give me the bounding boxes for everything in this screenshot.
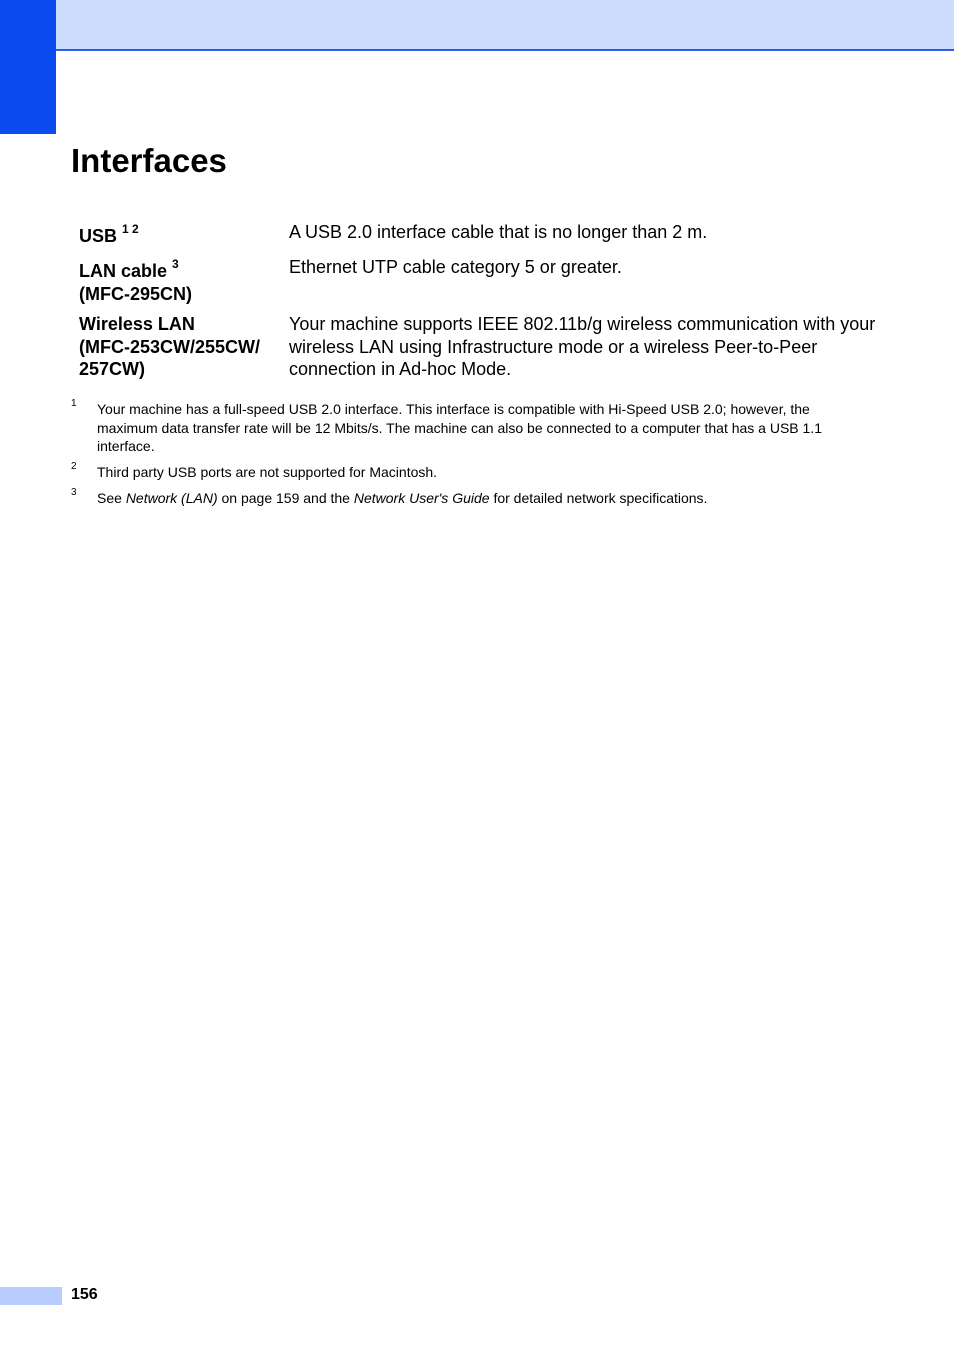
footnote-number: 2 [71, 461, 77, 472]
spec-label-wireless-lan: Wireless LAN (MFC-253CW/255CW/ 257CW) [79, 314, 261, 379]
spec-label-model: (MFC-295CN) [79, 283, 193, 304]
chapter-side-tab [0, 0, 56, 134]
footnote-ref: 3 [172, 257, 179, 271]
spec-label-lan-cable: LAN cable $^3$ (MFC-295CN) [79, 260, 284, 305]
footnote-2 [71, 463, 871, 483]
spec-row-usb [79, 221, 879, 251]
spec-label-usb: USB $^{1 2}$ [79, 222, 139, 246]
footnote-1 [71, 400, 871, 456]
network-users-guide-reference: Network User's Guide [353, 490, 490, 506]
footnote-text: Your machine has a full-speed USB 2.0 interface. This interface is compatible with Hi-Speed USB 2.0; however, the maximum data transfer rate will be 12 Mbits/s. The machine can also be connected to a computer that has a USB 1.1 interface. [97, 401, 822, 454]
spec-value-wireless-lan: Your machine supports IEEE 802.11b/g wireless communication with your wireless LAN using Infrastructure mode or a wireless Peer-to-Peer connection in Ad-hoc Mode. [289, 314, 876, 379]
footnote-number: 3 [71, 487, 77, 498]
spec-row-wireless-lan [79, 313, 879, 383]
footnote-number: 1 [71, 398, 77, 409]
footnote-ref: 1 2 [122, 222, 139, 236]
spec-row-lan-cable [79, 256, 879, 306]
page-number: 156 [71, 1286, 98, 1303]
footnote-text: Third party USB ports are not supported for Macintosh. [97, 464, 438, 480]
spec-value-usb: A USB 2.0 interface cable that is no longer than 2 m. [289, 222, 708, 242]
page-number-tab [0, 1287, 62, 1305]
footnote-text: See Network (LAN) on page 159 and the Network User's Guide for detailed network specifications. [97, 490, 708, 506]
footnote-3 [71, 489, 871, 509]
network-lan-link[interactable]: Network (LAN) [125, 490, 218, 506]
header-band [0, 0, 954, 51]
page-title: Interfaces [71, 142, 227, 179]
spec-value-lan-cable: Ethernet UTP cable category 5 or greater. [289, 257, 622, 277]
